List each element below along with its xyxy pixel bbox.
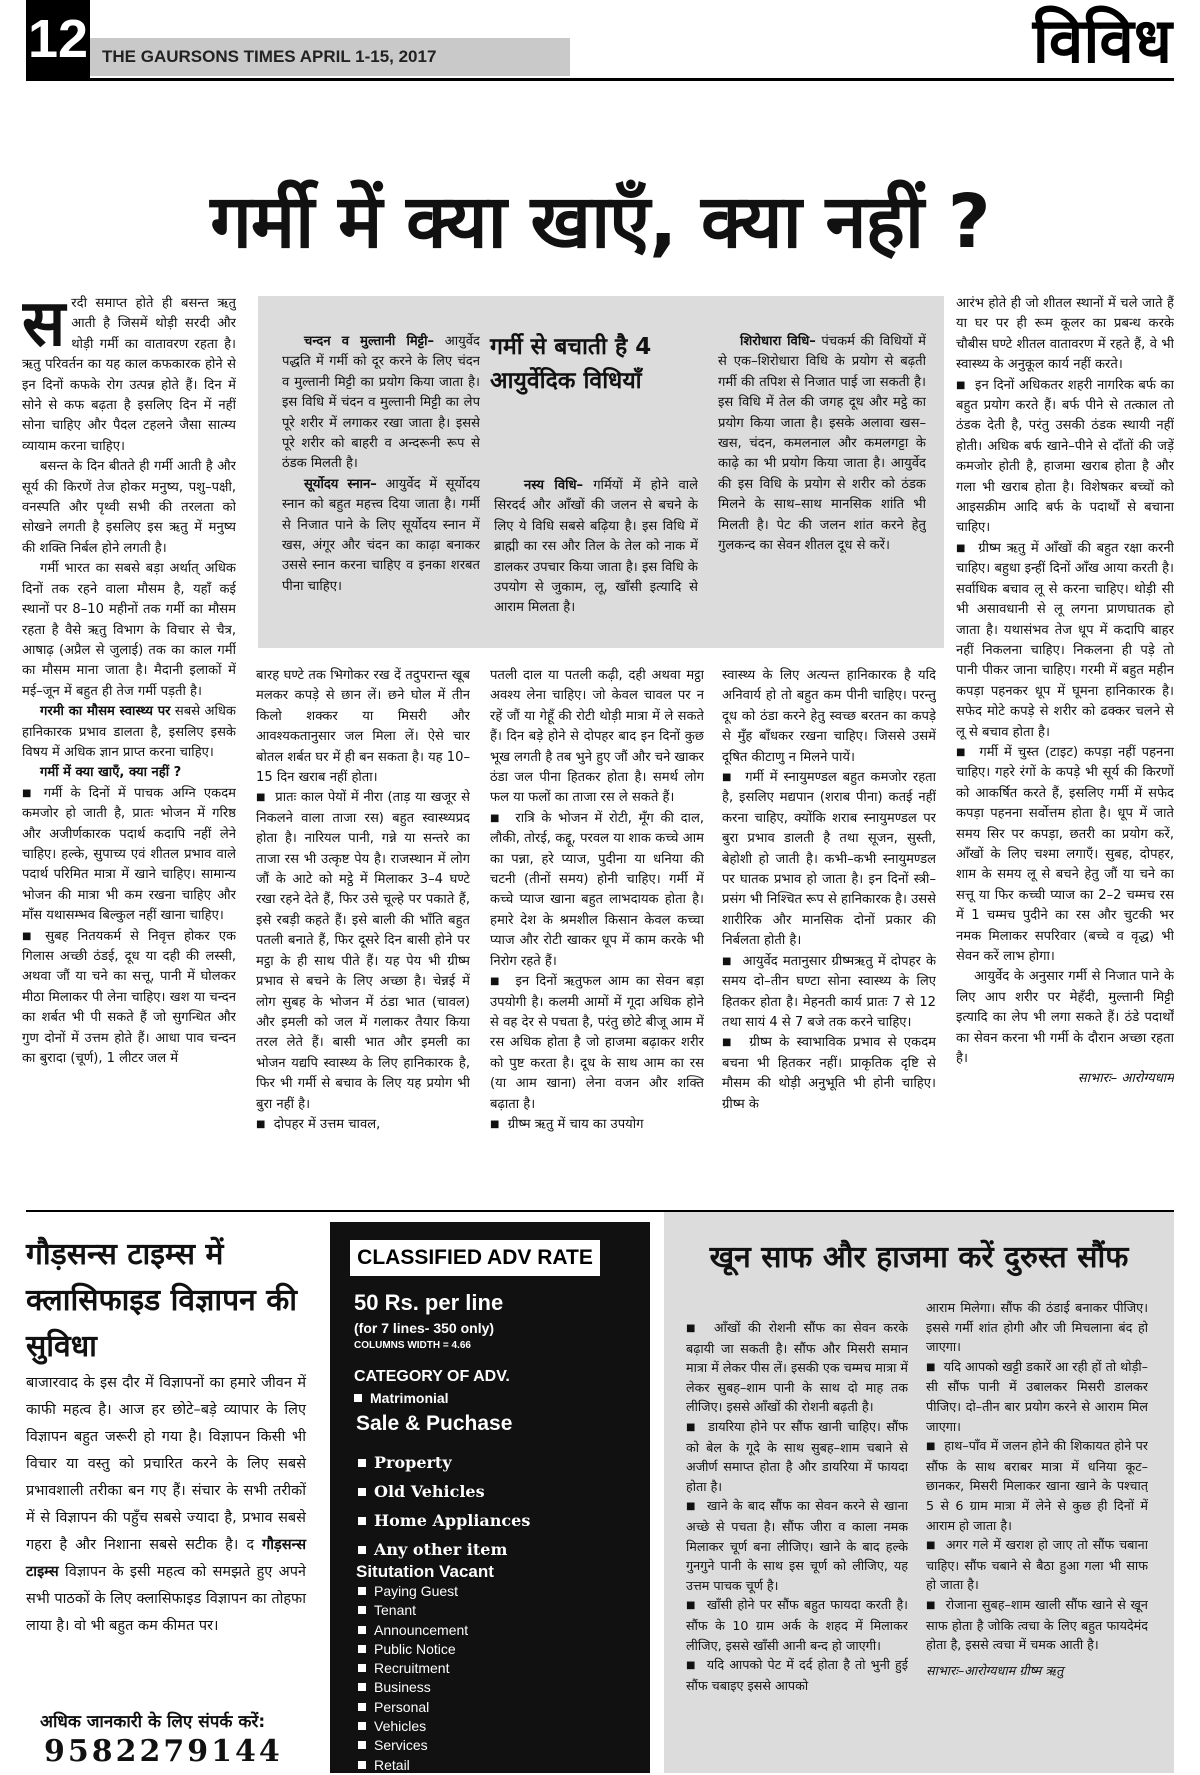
col1-p4-bold: गरमी का मौसम स्वास्थ्य पर	[40, 704, 171, 720]
saunf-r1: आराम मिलेगा। सौंफ की ठंडाई बनाकर पीजिए। इससे गर्मी शांत होगी और जी मिचलाना बंद हो जाएगा।	[926, 1300, 1148, 1355]
saunf-l5-text: यदि आपको पेट में दर्द होता है तो भुनी हुई सौंफ चबाइए इससे आपको	[686, 1657, 908, 1693]
col1-p5	[22, 784, 236, 927]
saunf-r4-text: अगर गले में खराश हो जाए तो सौंफ चबाना चाहिए। सौंफ चबाने से बैठा हुआ गला भी साफ हो जाता है।	[926, 1537, 1148, 1593]
drop-cap: स	[22, 294, 66, 361]
vacant-item	[358, 1582, 468, 1601]
box-c1-h1: चन्दन व मुल्तानी मिट्टी–	[304, 334, 435, 349]
col1-p1: रदी समाप्त होते ही बसन्त ऋतु आती है जिसमें थोड़ी सरदी और थोड़ी गर्मी का वातावरण रहता है। ऋतु परिवर्तन का यह काल कफकारक होने से इन दिनों कफके रोग उत्पन्न होते हैं। दिन में सोने से कफ बढ़ता है इसलिए दिन में नहीं सोना चाहिए और पैदल टहलने जैसा सात्म्य व्यायाम करना चाहिए।	[22, 296, 236, 454]
bullet-square-icon: ■	[956, 542, 967, 554]
box-c2-p-text: गर्मियों में होने वाले सिरदर्द और आँखों की जलन से बचने के लिए ये विधि सबसे बढ़िया है। इस विधि में ब्राह्मी का रस और तिल के तेल को नाक में डालकर उपचार किया जाता है। इस विधि के उपयोग से जुकाम, लू, खाँसी इत्यादि से आराम मिलता है।	[494, 478, 698, 616]
bullet-square-icon: ■	[490, 812, 502, 824]
saunf-l3-text: खाने के बाद सौंफ का सेवन करने से खाना अच्छे से पचता है। सौंफ जीरा व काला नमक मिलाकर चूर्ण बना लीजिए। खाने के बाद हल्के गुनगुने पानी के साथ इस चूर्ण को लीजिए, यह उत्तम पाचक चूर्ण है।	[686, 1498, 908, 1593]
col4-p4	[722, 1033, 936, 1115]
col1-subheading: गर्मी में क्या खाएँ, क्या नहीं ?	[40, 765, 182, 781]
saunf-l4	[686, 1595, 908, 1655]
vacant-item-label: Public Notice	[374, 1640, 456, 1657]
promo-text-1: बाजारवाद के इस दौर में विज्ञापनों का हमारे जीवन में काफी महत्व है। आज हर छोटे–बड़े व्यापार के लिए विज्ञापन बहुत जरूरी हो गया है। विज्ञापन किसी भी विचार या वस्तु को प्रचारित करने के लिए सबसे प्रभावशाली तरीका बन गए हैं। संचार के सभी तरीकों में से विज्ञापन की पहुँच सबसे ज्यादा है, प्रभाव सबसे गहरा है और निशाना सबसे सटीक है। द	[26, 1375, 306, 1553]
bullet-square-icon	[358, 1683, 366, 1691]
bullet-square-icon	[358, 1722, 366, 1730]
col4-p1: स्वास्थ्य के लिए अत्यन्त हानिकारक है यदि अनिवार्य हो तो बहुत कम पीनी चाहिए। परन्तु दूध को ठंडा करने हेतु स्वच्छ बरतन का कपड़े से मुँह बाँधकर रखना चाहिए। जिससे उसमें दूषित कीटाणु न मिलने पायें।	[722, 668, 936, 765]
vacant-item	[358, 1659, 468, 1678]
masthead: THE GAURSONS TIMES APRIL 1-15, 2017	[90, 38, 570, 76]
vacant-item-label: Announcement	[374, 1621, 469, 1638]
bullet-square-icon	[358, 1741, 366, 1749]
box-column-1	[282, 332, 480, 644]
article-column-3	[490, 666, 704, 1200]
vacant-item	[358, 1717, 468, 1736]
col3-p2	[490, 809, 704, 972]
col1-p4	[22, 702, 236, 763]
saunf-l2	[686, 1417, 908, 1496]
bullet-square-icon	[354, 1394, 362, 1402]
col2-p3	[256, 1115, 470, 1135]
col3-p4-text: ग्रीष्म ऋतु में चाय का उपयोग	[507, 1116, 644, 1132]
classified-promo-title: गौड़सन्स टाइम्स में क्लासिफाइड विज्ञापन की सुविधा	[26, 1237, 298, 1364]
saunf-r2-text: यदि आपको खट्टी डकारें आ रही हों तो थोड़ी–सी सौंफ पानी में उबालकर मिसरी डालकर पीजिए। दो–तीन बार प्रयोग करने से आराम मिल जाएगा।	[926, 1358, 1148, 1434]
box-c1-p2-text: आयुर्वेद में सूर्योदय स्नान को बहुत महत्त्व दिया जाता है। गर्मी से निजात पाने के लिए सूर्योदय स्नान में खस, अंगूर और चंदन का काढ़ा बनाकर उससे स्नान करना चाहिए व इनका शरबत पीना चाहिए।	[282, 476, 480, 594]
col1-p5-text: गर्मी के दिनों में पाचक अग्नि एकदम कमजोर हो जाती है, प्रातः भोजन में गरिष्ठ और अजीर्णकारक पदार्थ कदापि नहीं लेने चाहिए। हल्के, सुपाच्य एवं शीतल प्रभाव वाले पदार्थ परिमित मात्रा में खाने चाहिए। सामान्य भोजन की मात्रा भी कम रखना चाहिए और माँस यथासम्भव बिल्कुल नहीं खाना चाहिए।	[22, 785, 236, 924]
bullet-square-icon: ■	[926, 1361, 936, 1373]
col5-p3	[956, 539, 1174, 743]
article-column-1	[22, 294, 236, 1200]
contact-phone: 9582279144	[44, 1734, 283, 1769]
bullet-square-icon	[358, 1761, 366, 1769]
vacant-item	[358, 1756, 468, 1775]
col2-p2-text: प्रातः काल पेयों में नीरा (ताड़ या खजूर से निकलने वाला ताजा रस) बहुत स्वास्थ्यप्रद होता है। नारियल पानी, गन्ने या सन्तरे का ताजा रस भी उत्कृष्ट पेय है। राजस्थान में लोग जौं के आटे को मट्ठे में मिलाकर 3–4 घण्टे रखा रहने देते हैं, फिर उसे चूल्हे पर पकाते हैं, इसे रबड़ी कहते हैं। इसे बाली की भाँति बहुत पतली बनाते हैं, फिर दूसरे दिन बासी होने पर मट्ठा के ही साथ पीते हैं। यह पेय भी ग्रीष्म प्रभाव से बचने के लिए अच्छा है। चेन्नई में लोग सुबह के भोजन में ठंडा भात (चावल) और इमली को जल में गलाकर तैयार किया तरल लेते हैं। बासी भात और इमली का भोजन यद्यपि स्वास्थ्य के लिए हानिकारक है, फिर भी गर्मी से बचाव के लिए यह प्रयोग भी बुरा नहीं है।	[256, 790, 470, 1112]
vacant-item	[358, 1601, 468, 1620]
promo-brand: गौड़सन्स टाइम्स	[26, 1537, 306, 1580]
bullet-square-icon: ■	[722, 955, 733, 967]
category-sale-purchase: Sale & Puchase	[356, 1412, 513, 1435]
article-column-5	[956, 294, 1174, 1200]
section-title: विविध	[1032, 4, 1172, 77]
box-c1-p1	[282, 332, 480, 475]
bullet-square-icon: ■	[22, 787, 36, 799]
col2-p1: बारह घण्टे तक भिगोकर रख दें तदुपरान्त खूब मलकर कपड़े से छान लें। छने घोल में तीन किलो शक्कर या मिसरी और आवश्यकतानुसार जल मिला लें। ऐसे चार बोतल शर्बत घर में ही बन सकता है। यह 10–15 दिन खराब नहीं होता।	[256, 668, 470, 786]
situation-vacant-label: Situtation Vacant	[356, 1562, 494, 1581]
bullet-square-icon: ■	[686, 1421, 697, 1433]
category-label: CATEGORY OF ADV.	[354, 1368, 510, 1385]
saunf-r2	[926, 1357, 1148, 1436]
vacant-item	[358, 1621, 468, 1640]
box-c2-p	[494, 476, 698, 619]
col2-p3-text: दोपहर में उत्तम चावल,	[273, 1116, 381, 1132]
bullet-square-icon: ■	[686, 1501, 697, 1513]
col4-p4-text: ग्रीष्म के स्वाभाविक प्रभाव से एकदम बचना भी हितकर नहीं। प्राकृतिक दृष्टि से मौसम की थोड़ी अनुभूति भी होनी चाहिए। ग्रीष्म के	[722, 1035, 936, 1112]
bullet-square-icon	[358, 1459, 366, 1467]
col5-p2	[956, 376, 1174, 539]
classified-rate-title: CLASSIFIED ADV RATE	[350, 1240, 600, 1276]
bullet-square-icon	[358, 1626, 366, 1634]
vacant-item	[358, 1698, 468, 1717]
bullet-square-icon: ■	[256, 1118, 266, 1130]
box-c3-p	[718, 332, 926, 556]
box-title: गर्मी से बचाती है 4 आयुर्वेदिक विधियाँ	[490, 334, 652, 394]
col4-p2-text: गर्मी में स्नायुमण्डल बहुत कमजोर रहता है, इसलिए मद्यपान (शराब पीना) कतई नहीं करना चाहिए, क्योंकि शराब स्नायुमण्डल पर बुरा प्रभाव डालती है तथा सूजन, सुस्ती, बेहोशी हो जाती है। कभी–कभी स्नायुमण्डल पर घातक प्रभाव हो जाता है। इन दिनों स्त्री–प्रसंग भी निश्चित रूप से हानिकारक है। उससे शारीरिक और मानसिक दोनों प्रकार की निर्बलता होती है।	[722, 770, 936, 949]
box-c1-h2: सूर्योदय स्नान–	[304, 476, 377, 492]
box-c2-h: नस्य विधि–	[524, 478, 584, 493]
saunf-l1	[686, 1318, 908, 1417]
col5-p3-text: ग्रीष्म ऋतु में आँखों की बहुत रक्षा करनी चाहिए। बहुधा इन्हीं दिनों आँख आया करती है। सर्वाधिक बचाव लू से करना चाहिए। थोड़ी सी भी असावधानी से लू लगना प्राणघातक हो जाता है। यथासंभव तेज धूप में कदापि बाहर नहीं निकलना चाहिए। निकलना ही पड़े तो पानी पीकर जाना चाहिए। गरमी में बहुत महीन कपड़ा पहनकर धूप में घूमना हानिकारक है। सफेद मोटे कपड़े से शरीर को ढक्कर चलने से लू से बचाव होता है।	[956, 540, 1174, 740]
col1-p6	[22, 927, 236, 1070]
bullet-square-icon: ■	[256, 792, 266, 804]
saunf-l4-text: खाँसी होने पर सौंफ बहुत फायदा करती है। सौंफ के 10 ग्राम अर्क के शहद में मिलाकर लीजिए, इससे खाँसी आनी बन्द हो जाएगी।	[686, 1597, 908, 1653]
saunf-r5	[926, 1595, 1148, 1655]
article-column-4	[722, 666, 936, 1200]
saunf-l3	[686, 1496, 908, 1595]
category-matrimonial	[354, 1390, 449, 1406]
sale-item-label: Any other item	[374, 1540, 508, 1559]
col1-p3: गर्मी भारत का सबसे बड़ा अर्थात् अधिक दिनों तक रहने वाला मौसम है, यहाँ कई स्थानों पर 8–10 महीनों तक गर्मी का मौसम रहता है वैसे ऋतु विभाग के विचार से चैत्र, आषाढ़ (अप्रैल से जुलाई) तक का काल गर्मी का मौसम माना जाता है। मैदानी इलाकों में मई–जून में बहुत ही तेज गर्मी पड़ती है।	[22, 561, 236, 699]
page-number: 12	[26, 0, 90, 78]
col1-p6-text: सुबह नितयकर्म से निवृत्त होकर एक गिलास अच्छी ठंडई, दूध या दही की लस्सी, अथवा जौं या चने का सत्तू, पानी में घोलकर मीठा मिलाकर पी लेना चाहिए। खश या चन्दन का शर्बत भी पी सकते हैं जो सुगन्धित और गुण दोनों में उत्तम होते हैं। आधा पाव चन्दन का बुरादा (चूर्ण), 1 लीटर जल में	[22, 928, 236, 1067]
bullet-square-icon	[358, 1488, 366, 1496]
sale-item-label: Old Vehicles	[374, 1482, 485, 1501]
headline: गर्मी में क्या खाएँ, क्या नहीं ?	[210, 179, 990, 265]
vacant-item-label: Services	[374, 1737, 428, 1754]
vacant-item	[358, 1640, 468, 1659]
col4-p3	[722, 952, 936, 1034]
col5-p5: आयुर्वेद के अनुसार गर्मी से निजात पाने के लिए आप शरीर पर मेहँदी, मुल्तानी मिट्टी इत्यादि का लेप भी लगा सकते हैं। ठंडे पदार्थों का सेवन करना भी गर्मी के दौरान अच्छा रहता है।	[956, 969, 1174, 1067]
contact-label: अधिक जानकारी के लिए संपर्क करें:	[40, 1712, 266, 1732]
header-rule	[26, 78, 1174, 81]
sale-item	[358, 1448, 530, 1477]
vacant-item-label: Retail	[374, 1756, 410, 1773]
bullet-square-icon: ■	[926, 1599, 937, 1611]
bullet-square-icon: ■	[686, 1323, 699, 1334]
category-matrimonial-label: Matrimonial	[370, 1390, 449, 1406]
bullet-square-icon: ■	[926, 1540, 937, 1552]
saunf-credit: साभारः–आरोग्यधाम ग्रीष्म ऋतु	[926, 1662, 1064, 1678]
col5-p2-text: इन दिनों अधिकतर शहरी नागरिक बर्फ का बहुत प्रयोग करते हैं। बर्फ पीने से तत्काल तो ठंडक देती है, परंतु उसकी ठंडक स्थायी नहीं होती। अधिक बर्फ खाने–पीने से दाँतों की जड़ें कमजोर होती है, हाजमा खराब होता है और गला भी खराब होता है। विशेषकर बच्चों को आइसक्रीम आदि बर्फ के पदार्थों से बचाना चाहिए।	[956, 377, 1174, 536]
vacant-item	[358, 1678, 468, 1697]
col3-p3	[490, 972, 704, 1115]
article-column-2	[256, 666, 470, 1200]
col3-p1: पतली दाल या पतली कढ़ी, दही अथवा मट्ठा अवश्य लेना चाहिए। जो केवल चावल पर न रहें जौं या गेहूँ की रोटी थोड़ी मात्रा में ले सकते हैं। दिन बड़े होने से दोपहर बाद इन दिनों कुछ भूख लगती है तब भुने हुए जौं और चने खाकर ठंडा जल पीना हितकर होता है। समर्थ लोग फल या फलों का ताजा रस ले सकते हैं।	[490, 668, 704, 806]
box-c3-p-text: पंचकर्म की विधियों में से एक–शिरोधारा विधि के प्रयोग से बढ़ती गर्मी की तपिश से निजात पाई जा सकती है। इस विधि में तेल की जगह दूध और मट्ठे का प्रयोग किया जाता है। इसके अलावा खस–खस, चंदन, कमलनाल और कमलगट्टा के काढ़े का भी प्रयोग किया जाता है। आयुर्वेद की इस विधि के प्रयोग से शरीर को ठंडक मिलने के साथ–साथ मानसिक शांति भी मिलती है। पेट की जलन शांत करने हेतु गुलकन्द का सेवन शीतल दूध से करें।	[718, 334, 926, 554]
saunf-r3-text: हाथ–पाँव में जलन होने की शिकायत होने पर सौंफ के साथ बराबर मात्रा में धनिया कूट–छानकर, मिसरी मिलाकर खाना खाने के पश्चात् 5 से 6 ग्राम मात्रा में लेने से कुछ ही दिनों में आराम हो जाता है।	[926, 1438, 1148, 1533]
vacant-item-label: Personal	[374, 1698, 430, 1715]
sale-item	[358, 1477, 530, 1506]
bullet-square-icon: ■	[956, 379, 966, 391]
sale-items-list	[358, 1448, 530, 1564]
article-credit: साभारः– आरोग्यधाम	[1077, 1071, 1174, 1087]
bullet-square-icon	[358, 1546, 366, 1554]
promo-text-2: विज्ञापन के इसी महत्व को समझते हुए अपने सभी पाठकों के लिए क्लासिफाइड विज्ञापन का तोहफा लाया है। वो भी बहुत कम कीमत पर।	[26, 1564, 306, 1634]
saunf-l1-text: आँखों की रोशनी सौंफ का सेवन करके बढ़ायी जा सकती है। सौंफ और मिसरी समान मात्रा में लेकर पीस लें। इसकी एक चम्मच मात्रा में लेकर सुबह–शाम पानी के साथ दो माह तक लीजिए। इससे आँखों की रोशनी बढ़ती है।	[686, 1320, 908, 1415]
vacant-item-label: Recruitment	[374, 1660, 450, 1677]
col5-p4	[956, 743, 1174, 967]
bullet-square-icon: ■	[686, 1600, 697, 1612]
vacant-item-label: Business	[374, 1679, 431, 1696]
col5-p1: आरंभ होते ही जो शीतल स्थानों में चले जाते हैं या घर पर ही रूम कूलर का प्रबन्ध करके चौबीस घण्टे शीतल वातावरण में रहते हैं, वे भी स्वास्थ्य के अनुकूल कार्य नहीं करते।	[956, 296, 1174, 373]
sale-item-label: Property	[374, 1453, 452, 1472]
vacant-items-list	[358, 1582, 468, 1775]
sale-item	[358, 1506, 530, 1535]
saunf-title: खून साफ और हाजमा करें दुरुस्त सौंफ	[709, 1240, 1129, 1275]
col4-p2	[722, 768, 936, 952]
bullet-square-icon: ■	[686, 1660, 697, 1672]
bullet-square-icon	[358, 1517, 366, 1525]
col5-p4-text: गर्मी में चुस्त (टाइट) कपड़ा नहीं पहनना चाहिए। गहरे रंगों के कपड़े भी सूर्य की किरणों को आकर्षित करते हैं, इसलिए गर्मी में सफेद कपड़ा पहनना सर्वोत्तम होता है। धूप में जाते समय सिर पर कपड़ा, छतरी का प्रयोग करें, आँखों के लिए चश्मा लगाएँ। सुबह, दोपहर, शाम के समय लू से बचने हेतु जौं या चने का सत्तू या फिर कच्ची प्याज का 2–2 चम्मच रस में 1 चम्मच पुदीने का रस और चुटकी भर नमक मिलाकर सपरिवार (बच्चे व वृद्ध) भी सेवन करें लाभ होगा।	[956, 744, 1174, 964]
bullet-square-icon: ■	[956, 746, 968, 758]
col1-p2: बसन्त के दिन बीतते ही गर्मी आती है और सूर्य की किरणें तेज होकर मनुष्य, पशु–पक्षी, वनस्पति और पृथ्वी सभी की तरलता को सोखने लगती है इसलिए इस ऋतु में मनुष्य की शक्ति निर्बल होने लगती है।	[22, 459, 236, 556]
vacant-item	[358, 1736, 468, 1755]
bullet-square-icon	[358, 1606, 366, 1614]
bullet-square-icon: ■	[22, 930, 37, 942]
bullet-square-icon: ■	[490, 976, 503, 988]
box-column-3	[718, 332, 926, 644]
vacant-item-label: Tenant	[374, 1602, 417, 1619]
bullet-square-icon: ■	[722, 1037, 735, 1049]
bullet-square-icon	[358, 1664, 366, 1672]
col4-p3-text: आयुर्वेद मतानुसार ग्रीष्मऋतु में दोपहर के समय दो–तीन घण्टा सोना स्वास्थ्य के लिए हितकर होता है। मेहनती कार्य प्रातः 7 से 12 तथा सायं 4 से 7 बजे तक करने चाहिए।	[722, 953, 936, 1030]
bullet-square-icon	[358, 1587, 366, 1595]
col2-p2	[256, 788, 470, 1115]
vacant-item-label: Vehicles	[374, 1718, 427, 1735]
saunf-l5	[686, 1655, 908, 1695]
rate-price: 50 Rs. per line	[354, 1290, 504, 1315]
bullet-square-icon	[358, 1703, 366, 1711]
bullet-square-icon: ■	[490, 1118, 500, 1130]
saunf-r5-text: रोजाना सुबह–शाम खाली सौंफ खाने से खून साफ होता है जोकि त्वचा के लिए बहुत फायदेमंद होता है, इससे त्वचा में चमक आती है।	[926, 1596, 1148, 1653]
vacant-item-label: Paying Guest	[374, 1583, 459, 1599]
saunf-column-1	[686, 1318, 908, 1770]
box-column-2	[494, 476, 698, 644]
col1-p4-text: सबसे अधिक हानिकारक प्रभाव डालता है, इसलिए इसके विषय में अधिक ज्ञान प्राप्त करना चाहिए।	[22, 704, 236, 760]
saunf-column-2	[926, 1298, 1148, 1770]
col3-p2-text: रात्रि के भोजन में रोटी, मूँग की दाल, लौकी, तोरई, कद्दू, परवल या शाक कच्चे आम का पन्ना, हरे प्याज, पुदीना या धनिया की चटनी (तीनों समय) होनी चाहिए। गर्मी में कच्चे प्याज खाना बहुत लाभदायक होता है। हमारे देश के श्रमशील किसान केवल कच्चा प्याज और रोटी खाकर धूप में काम करके भी निरोग रहते हैं।	[490, 810, 704, 969]
col3-p4	[490, 1115, 704, 1135]
col3-p3-text: इन दिनों ऋतुफल आम का सेवन बड़ा उपयोगी है। कलमी आमों में गूदा अधिक होने से वह देर से पचता है, परंतु छोटे बीजू आम में रस अधिक होता है जो हाजमा बढ़ाकर शरीर को पुष्ट करता है। दूध के साथ आम का रस (या आम खाना) लेना वजन और शक्ति बढ़ाता है।	[490, 974, 704, 1112]
intro-paragraph	[22, 294, 236, 457]
classified-promo-body	[26, 1370, 306, 1640]
rate-note: (for 7 lines- 350 only)	[354, 1320, 495, 1336]
saunf-r4	[926, 1535, 1148, 1595]
saunf-l2-text: डायरिया होने पर सौंफ खानी चाहिए। सौंफ को बेल के गूदे के साथ सुबह–शाम चबाने से अजीर्ण समाप्त होता है और डायरिया में फायदा होता है।	[686, 1418, 908, 1494]
saunf-r3	[926, 1436, 1148, 1535]
rate-column-width: COLUMNS WIDTH = 4.66	[354, 1340, 471, 1351]
sale-item	[358, 1535, 530, 1564]
box-c3-h: शिरोधारा विधि–	[740, 334, 816, 349]
bullet-square-icon: ■	[722, 772, 734, 784]
box-c1-p1-text: आयुर्वेद पद्धति में गर्मी को दूर करने के लिए चंदन व मुल्तानी मिट्टी का प्रयोग किया जाता है। इस विधि में चंदन व मुल्तानी मिट्टी का लेप पूरे शरीर में लगाकर रखा जाता है। इससे पूरे शरीर को बाहरी व अन्दरूनी रूप से ठंडक मिलती है।	[282, 334, 480, 472]
bullet-square-icon: ■	[926, 1441, 936, 1453]
box-c1-p2	[282, 475, 480, 597]
bullet-square-icon	[358, 1645, 366, 1653]
sale-item-label: Home Appliances	[374, 1511, 531, 1530]
